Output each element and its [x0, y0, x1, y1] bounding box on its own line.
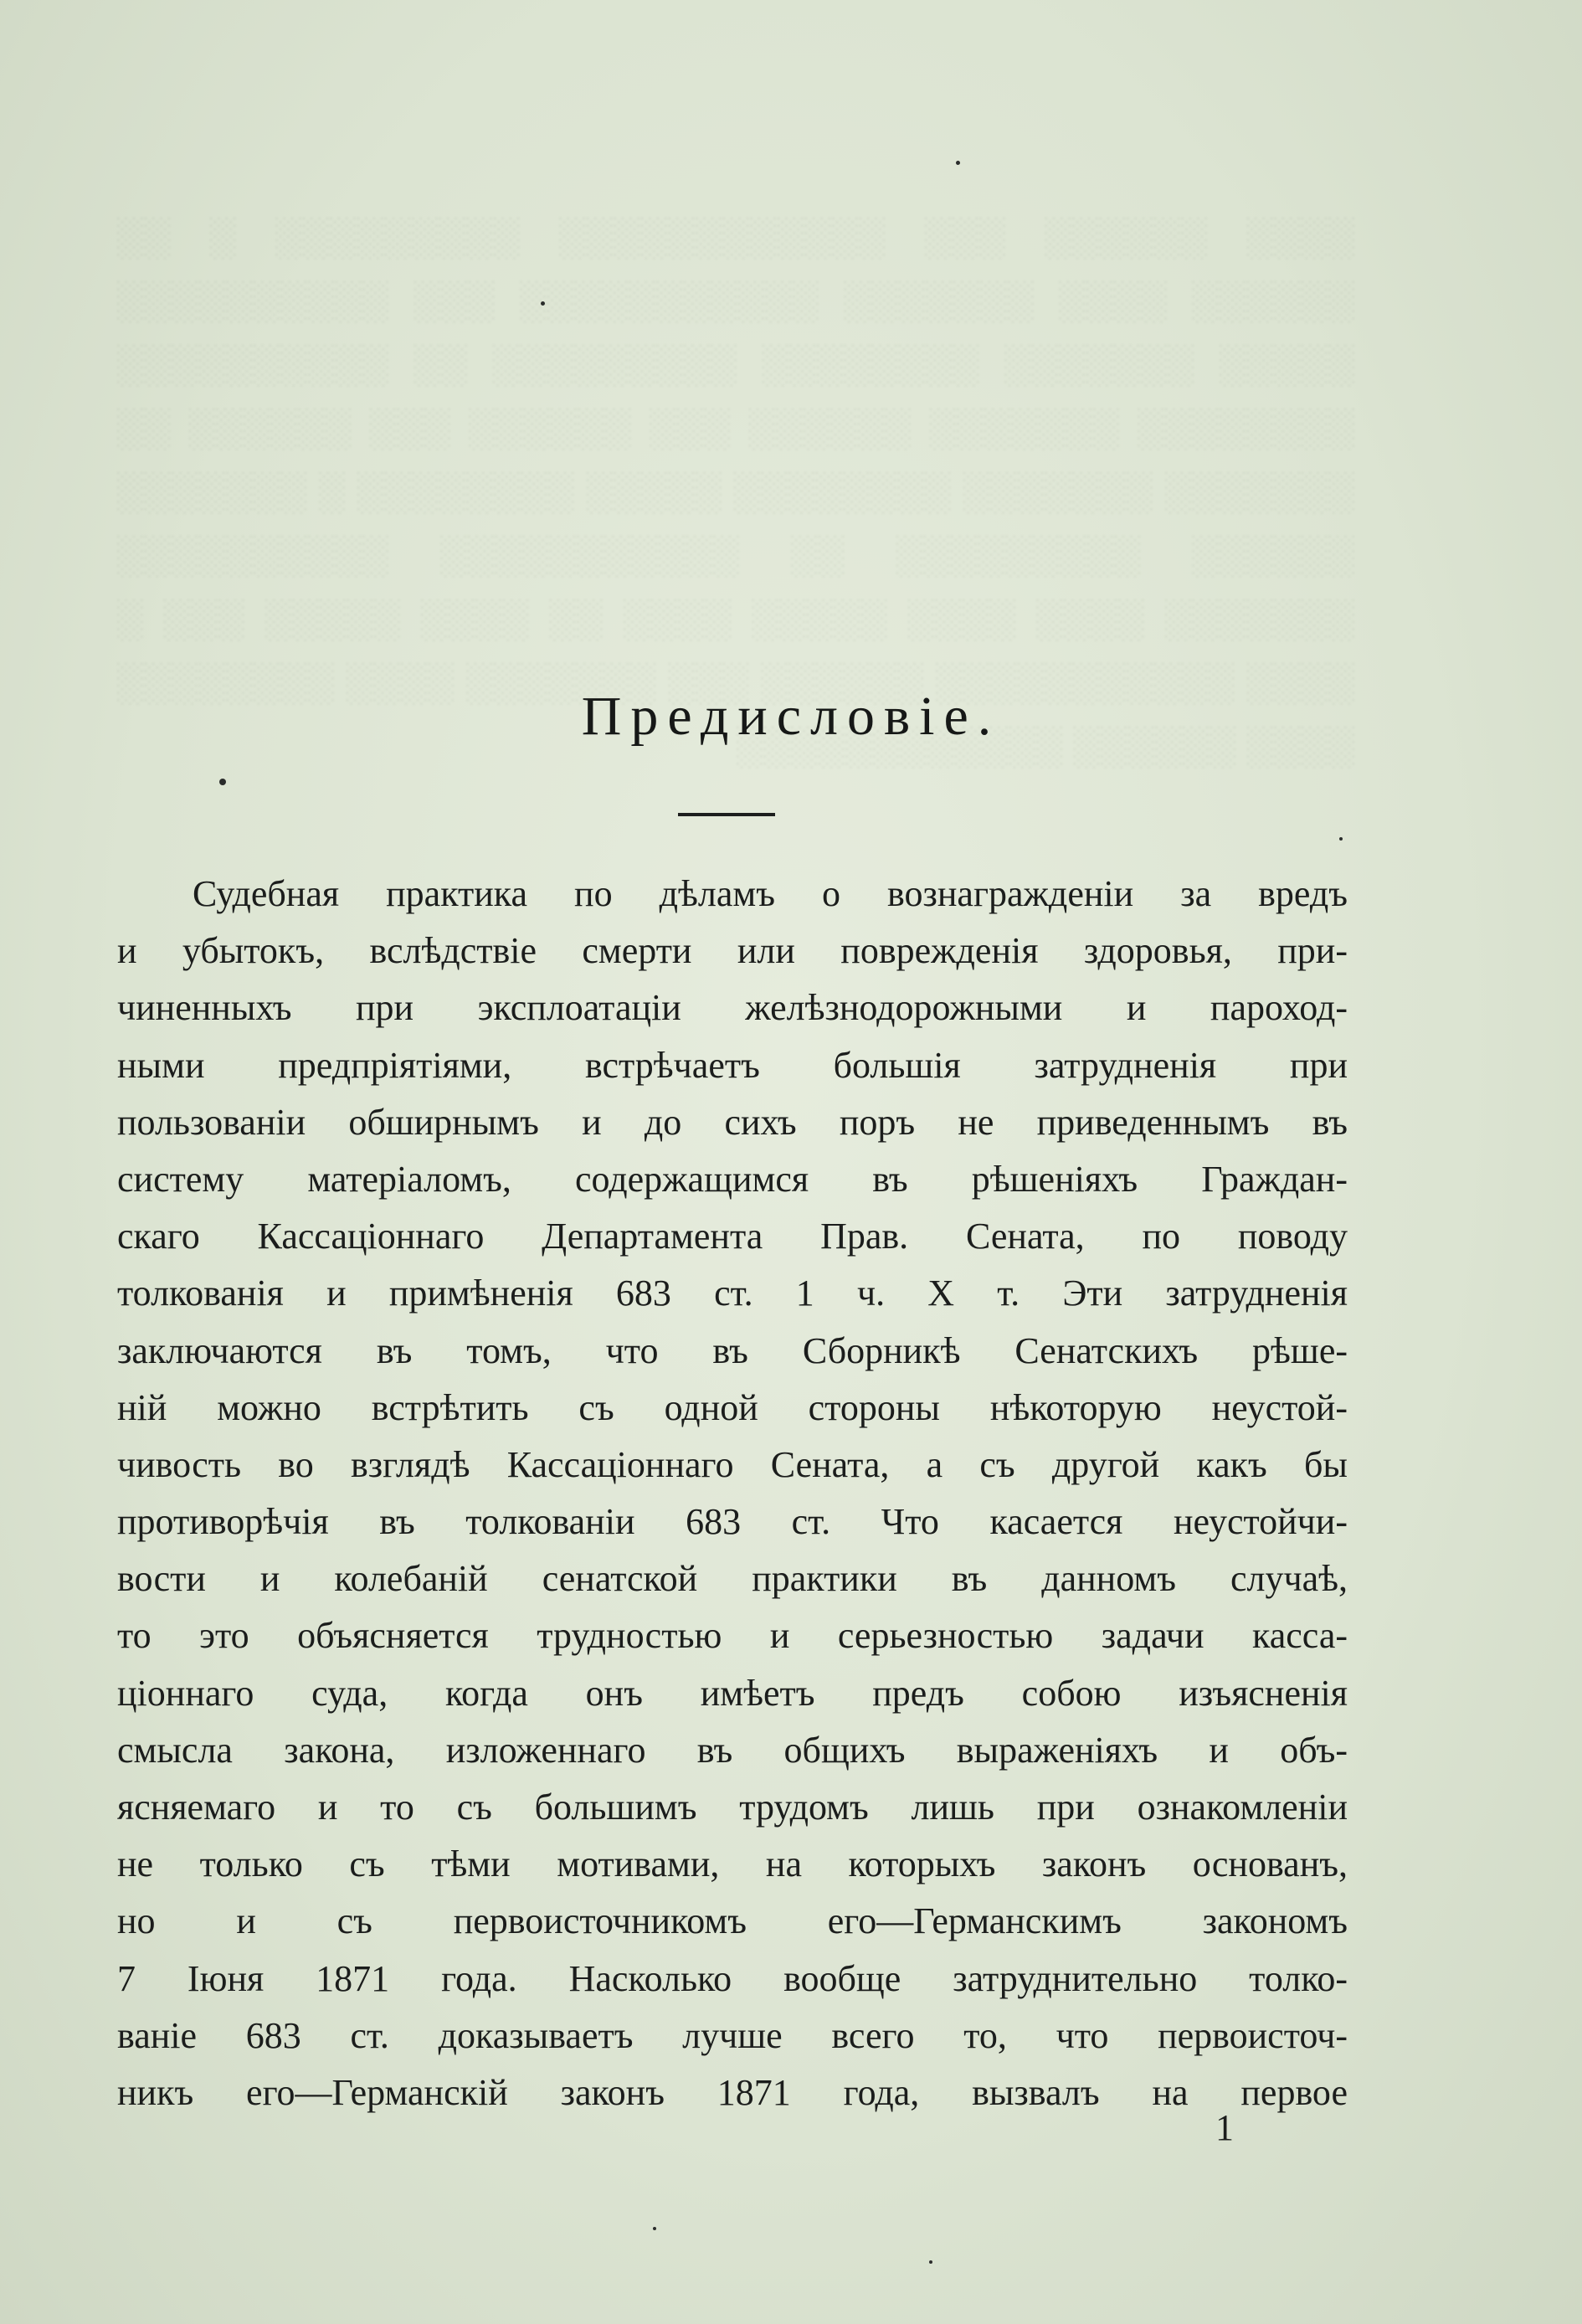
text-line: пользованіи обширнымъ и до сихъ поръ не приведеннымъ въ: [117, 1101, 1348, 1143]
title-rule: [678, 813, 775, 816]
ink-speck: [653, 2227, 656, 2230]
text-line: но и съ первоисточникомъ его—Германскимъ закономъ: [117, 1900, 1348, 1942]
ink-speck: [541, 301, 545, 306]
text-line: толкованія и примѣненія 683 ст. 1 ч. X т. Эти затрудненія: [117, 1273, 1348, 1314]
text-line: 7 Іюня 1871 года. Насколько вообще затруднительно толко-: [117, 1957, 1348, 1999]
ink-speck: [219, 779, 226, 785]
text-line: вости и колебаній сенатской практики въ данномъ случаѣ,: [117, 1558, 1348, 1600]
page-title: Предисловіе.: [581, 686, 1001, 747]
body-text: [117, 866, 1348, 2121]
text-line: ными предпріятіями, встрѣчаетъ большія затрудненія при: [117, 1044, 1348, 1086]
text-line: чиненныхъ при эксплоатаціи желѣзнодорожными и пароход-: [117, 987, 1348, 1029]
text-line: заключаются въ томъ, что въ Сборникѣ Сенатскихъ рѣше-: [117, 1329, 1348, 1371]
bleed-through-text: ░░░░ ░░░░░░ ░░░ ░░░░░░░░░░░░ ░░░░░░░░░ ░ ░░ ░░░░░░ ░░░░ ░░░░░░░ ░░░░░░░░░░░ ░░░ ░░░░░░░░░░ ░░░░░ ░░░░░░░ ░░░░░░░░ ░░░░░░░░░ ░░ ░░░░░░░░░░ ░░░░░░░░ ░░░░░░░ ░░░░░░ ░░░ ░░░░░░ ░░░ ░░░░░░ ░░ ░░░░░░░ ░░░░░░░ ░░░░░░░░ ░░░░░ ░░░░░░░░ ░ ░░░░░░░ ░░░░░░ ░░░░░░░░░ ░░ ░░░░░░░░░░░ ░░░░░░░░░░ ░░░░░░░ ░░░░ ░░░░ ░░░░░ ░░░░ ░░ ░░░░ ░░░░░ ░░░ ░ ░░░░ ░░░░░░░░░░░ ░░░░░░ ░░░ ░░░░░░░ ░░░░ ░░░░░░░░ ░░░░ ░░░░░░ ░░░░░░░░░░░░: [117, 215, 1356, 767]
text-line: ній можно встрѣтить съ одной стороны нѣкоторую неустой-: [117, 1386, 1348, 1428]
text-line: ваніе 683 ст. доказываетъ лучше всего то, что первоисточ-: [117, 2014, 1348, 2056]
text-line: ясняемаго и то съ большимъ трудомъ лишь при ознакомленіи: [117, 1787, 1348, 1828]
text-line: Судебная практика по дѣламъ о вознагражденіи за вредъ: [193, 873, 1348, 914]
text-line: и убытокъ, вслѣдствіе смерти или поврежденія здоровья, при-: [117, 930, 1348, 972]
text-line: систему матеріаломъ, содержащимся въ рѣшеніяхъ Граждан-: [117, 1158, 1348, 1200]
ink-speck: [956, 161, 960, 165]
text-line: чивость во взглядѣ Кассаціоннаго Сената, а съ другой какъ бы: [117, 1443, 1348, 1485]
ink-speck: [1339, 837, 1343, 841]
text-line: ціоннаго суда, когда онъ имѣетъ предъ собою изъясненія: [117, 1672, 1348, 1714]
text-line: никъ его—Германскій законъ 1871 года, вызвалъ на первое: [117, 2071, 1348, 2113]
text-line: смысла закона, изложеннаго въ общихъ выраженіяхъ и объ-: [117, 1729, 1348, 1771]
page-number: 1: [1215, 2107, 1234, 2148]
ink-speck: [929, 2260, 932, 2264]
text-line: противорѣчія въ толкованіи 683 ст. Что касается неустойчи-: [117, 1501, 1348, 1543]
text-line: не только съ тѣми мотивами, на которыхъ законъ основанъ,: [117, 1843, 1348, 1885]
text-line: то это объясняется трудностью и серьезностью задачи касса-: [117, 1615, 1348, 1657]
text-line: скаго Кассаціоннаго Департамента Прав. Сената, по поводу: [117, 1216, 1348, 1257]
